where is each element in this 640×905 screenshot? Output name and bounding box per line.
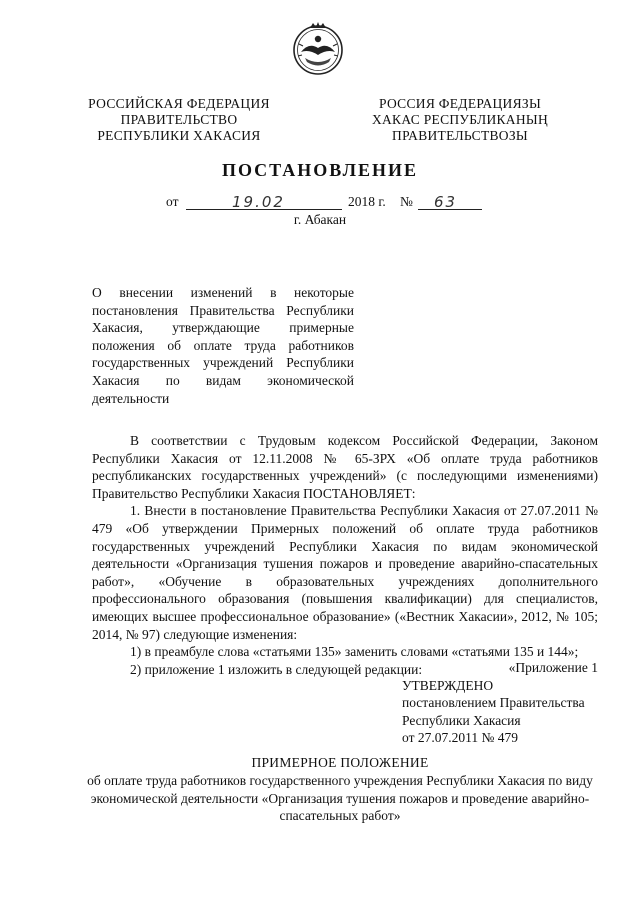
header-left-line: РОССИЙСКАЯ ФЕДЕРАЦИЯ bbox=[88, 96, 270, 111]
number-sign: № bbox=[400, 194, 413, 209]
coat-of-arms-emblem bbox=[291, 22, 345, 76]
regulation-title: ПРИМЕРНОЕ ПОЛОЖЕНИЕ bbox=[251, 755, 429, 770]
header-right-line: ХАКАС РЕСПУБЛИКАНЫҢ bbox=[371, 112, 549, 127]
approval-line: от 27.07.2011 № 479 bbox=[402, 730, 518, 746]
date-number-line bbox=[160, 194, 490, 212]
appendix-label: «Приложение 1 bbox=[508, 660, 598, 675]
body-text bbox=[92, 432, 598, 678]
subject-line: государственных учреждений Республики bbox=[92, 355, 354, 371]
date-year: 2018 г. bbox=[348, 194, 386, 209]
subject-line: Хакасия, утверждающие примерные bbox=[92, 320, 354, 336]
city-line: г. Абакан bbox=[293, 212, 347, 227]
subject-block bbox=[92, 284, 354, 407]
header-left-line: РЕСПУБЛИКИ ХАКАСИЯ bbox=[97, 128, 261, 143]
approval-line: постановлением Правительства bbox=[402, 695, 585, 711]
header-left-line: ПРАВИТЕЛЬСТВО bbox=[120, 112, 238, 127]
body-paragraph-subitem-2: 2) приложение 1 изложить в следующей редакции: bbox=[130, 661, 423, 677]
date-prefix: от bbox=[166, 194, 179, 209]
body-paragraph-subitem-1: 1) в преамбуле слова «статьями 135» заменить словами «статьями 135 и 144»; bbox=[130, 644, 579, 660]
handwritten-date: 19.02 bbox=[232, 193, 285, 211]
handwritten-number: 63 bbox=[434, 193, 458, 211]
subject-line: О внесении изменений в некоторые bbox=[92, 285, 354, 300]
regulation-subtitle: об оплате труда работников государственного учреждения Республики Хакасия по виду экономической деятельности «Организация тушения пожаров и проведение аварийно-спасательных работ» bbox=[87, 773, 593, 824]
header-left-russian bbox=[80, 96, 278, 144]
document-type-title: ПОСТАНОВЛЕНИЕ bbox=[221, 160, 419, 180]
approval-line: Республики Хакасия bbox=[402, 712, 521, 728]
header-right-khakas bbox=[360, 96, 560, 144]
approval-block bbox=[402, 659, 598, 747]
body-paragraph-item-1: 1. Внести в постановление Правительства Республики Хакасия от 27.07.2011 № 479 «Об утверждении Примерных положений об оплате труда работников государственных учреждений Республики Хакасия по видам экономической деятельности «Организация тушения пожаров и проведение аварийно-спасательных работ», «Обучение в образовательных учреждениях дополнительного профессионального образования (повышения квалификации) для специалистов, имеющих высшее профессиональное образование» («Вестник Хакасии», 2012, № 105; 2014, № 97) следующие изменения: bbox=[92, 503, 598, 642]
approved-label: УТВЕРЖДЕНО bbox=[402, 677, 494, 693]
header-right-line: ПРАВИТЕЛЬСТВОЗЫ bbox=[392, 128, 528, 143]
body-paragraph-preamble: В соответствии с Трудовым кодексом Российской Федерации, Законом Республики Хакасия от 12.11.2008 № 65-ЗРХ «Об оплате труда работников республиканских государственных учреждений» (с последующими изменениями) Правительство Республики Хакасия ПОСТАНОВЛЯЕТ: bbox=[92, 433, 598, 501]
subject-line: положения об оплате труда работников bbox=[92, 337, 354, 353]
subject-line: деятельности bbox=[92, 390, 170, 406]
subject-line: постановления Правительства Республики bbox=[92, 302, 354, 318]
header-right-line: РОССИЯ ФЕДЕРАЦИЯЗЫ bbox=[378, 96, 542, 111]
subject-line: Хакасия по видам экономической bbox=[92, 372, 354, 388]
